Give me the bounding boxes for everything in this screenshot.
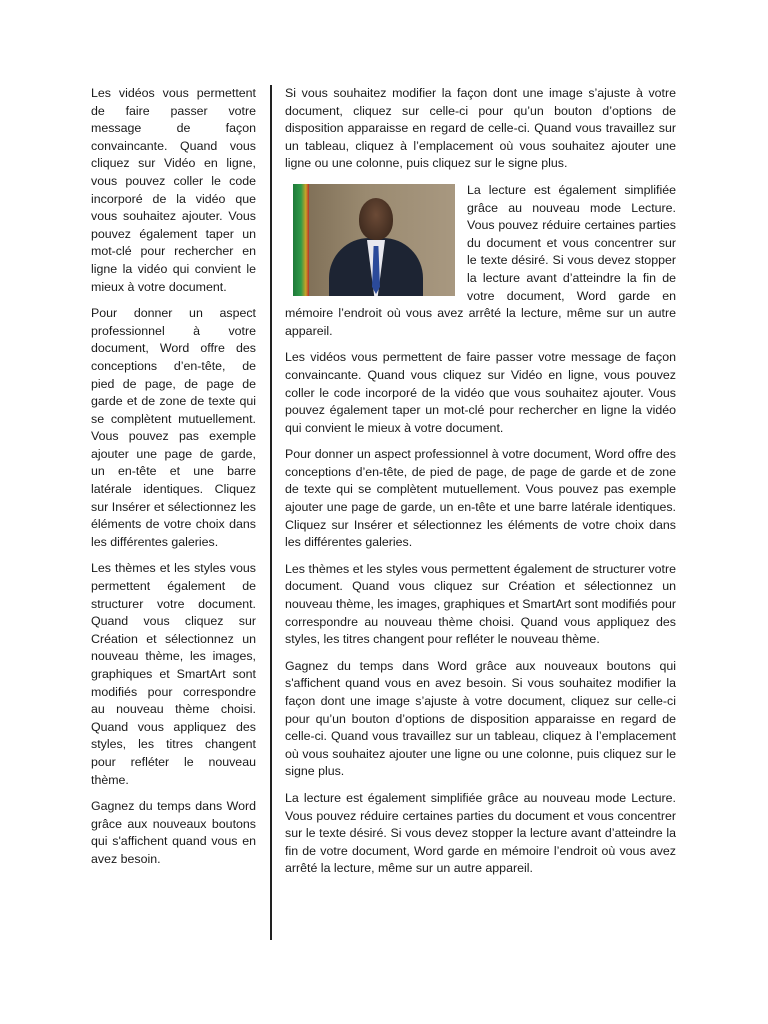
- right-paragraph-4: Pour donner un aspect professionnel à votre document, Word offre des conceptions d’en-tête, de pied de page, de page de garde et de zone de texte qui se complètent mutuellement. Vous pouvez pas exemple ajouter une page de garde, un en-tête et une barre latérale identiques. Cliquez sur Insérer et sélectionnez les éléments de votre choix dans les différentes galeries.: [285, 447, 676, 550]
- portrait-photo[interactable]: [293, 184, 455, 296]
- left-paragraph-4: Gagnez du temps dans Word grâce aux nouveaux boutons qui s'affichent quand vous en avez besoin.: [91, 799, 256, 866]
- right-paragraph-7: La lecture est également simplifiée grâce au nouveau mode Lecture. Vous pouvez réduire certaines parties du document et vous concentrer sur le texte désiré. Si vous devez stopper la lecture avant d’atteindre la fin de votre document, Word garde en mémoire l’endroit où vous avez arrêté la lecture, même sur un autre appareil.: [285, 790, 676, 876]
- left-paragraph-2: Pour donner un aspect professionnel à votre document, Word offre des conceptions d’en-tête, de pied de page, de page de garde et de zone de texte qui se complètent mutuellement. Vous pouvez pas exemple ajouter une page de garde, un en-tête et une barre latérale identiques. Cliquez sur Insérer et sélectionnez les éléments de votre choix dans les différentes galeries.: [91, 306, 256, 549]
- flag-image: [293, 184, 309, 296]
- right-paragraph-6: Gagnez du temps dans Word grâce aux nouveaux boutons qui s'affichent quand vous en avez besoin. Si vous souhaitez modifier la façon dont une image s’ajuste à votre document, cliquez sur celle-ci pour qu’un bouton d’options de disposition apparaisse en regard de celle-ci. Quand vous travaillez sur un tableau, cliquez à l’emplacement où vous souhaitez ajouter une ligne ou une colonne, puis cliquez sur le signe plus.: [285, 658, 676, 779]
- right-paragraph-1: Si vous souhaitez modifier la façon dont une image s’ajuste à votre document, cliquez sur celle-ci pour qu’un bouton d’options de disposition apparaisse en regard de celle-ci. Quand vous travaillez sur un tableau, cliquez à l’emplacement où vous souhaitez ajouter une ligne ou une colonne, puis cliquez sur le signe plus.: [285, 86, 676, 171]
- right-column: [285, 85, 676, 887]
- column-divider: [270, 85, 272, 940]
- left-column: [91, 85, 256, 878]
- right-paragraph-2: La lecture est également simplifiée grâce au nouveau mode Lecture. Vous pouvez réduire certaines parties du document et vous concentrer sur le texte désiré. Si vous devez stopper la lecture avant d’atteindre la fin de votre document, Word garde en mémoire l’endroit où vous avez arrêté la lecture, même sur un autre appareil.: [285, 182, 676, 338]
- right-paragraph-3: Les vidéos vous permettent de faire passer votre message de façon convaincante. Quand vous cliquez sur Vidéo en ligne, vous pouvez coller le code incorporé de la vidéo que vous souhaitez ajouter. Vous pouvez également taper un mot-clé pour rechercher en ligne la vidéo qui convient le mieux à votre document.: [285, 350, 676, 435]
- right-paragraph-5: Les thèmes et les styles vous permettent également de structurer votre document. Quand vous cliquez sur Création et sélectionnez un nouveau thème, les images, graphiques et SmartArt sont modifiés pour correspondre au nouveau thème choisi. Quand vous appliquez des styles, les titres changent pour refléter le nouveau thème.: [285, 561, 676, 647]
- head-shape: [359, 198, 393, 240]
- left-paragraph-1: Les vidéos vous permettent de faire passer votre message de façon convaincante. Quand vous cliquez sur Vidéo en ligne, vous pouvez coller le code incorporé de la vidéo que vous souhaitez ajouter. Vous pouvez également taper un mot-clé pour rechercher en ligne la vidéo qui convient le mieux à votre document.: [91, 86, 256, 294]
- left-paragraph-3: Les thèmes et les styles vous permettent également de structurer votre document. Quand vous cliquez sur Création et sélectionnez un nouveau thème, les images, graphiques et SmartArt sont modifiés pour correspondre au nouveau thème choisi. Quand vous appliquez des styles, les titres changent pour refléter le nouveau thème.: [91, 561, 256, 787]
